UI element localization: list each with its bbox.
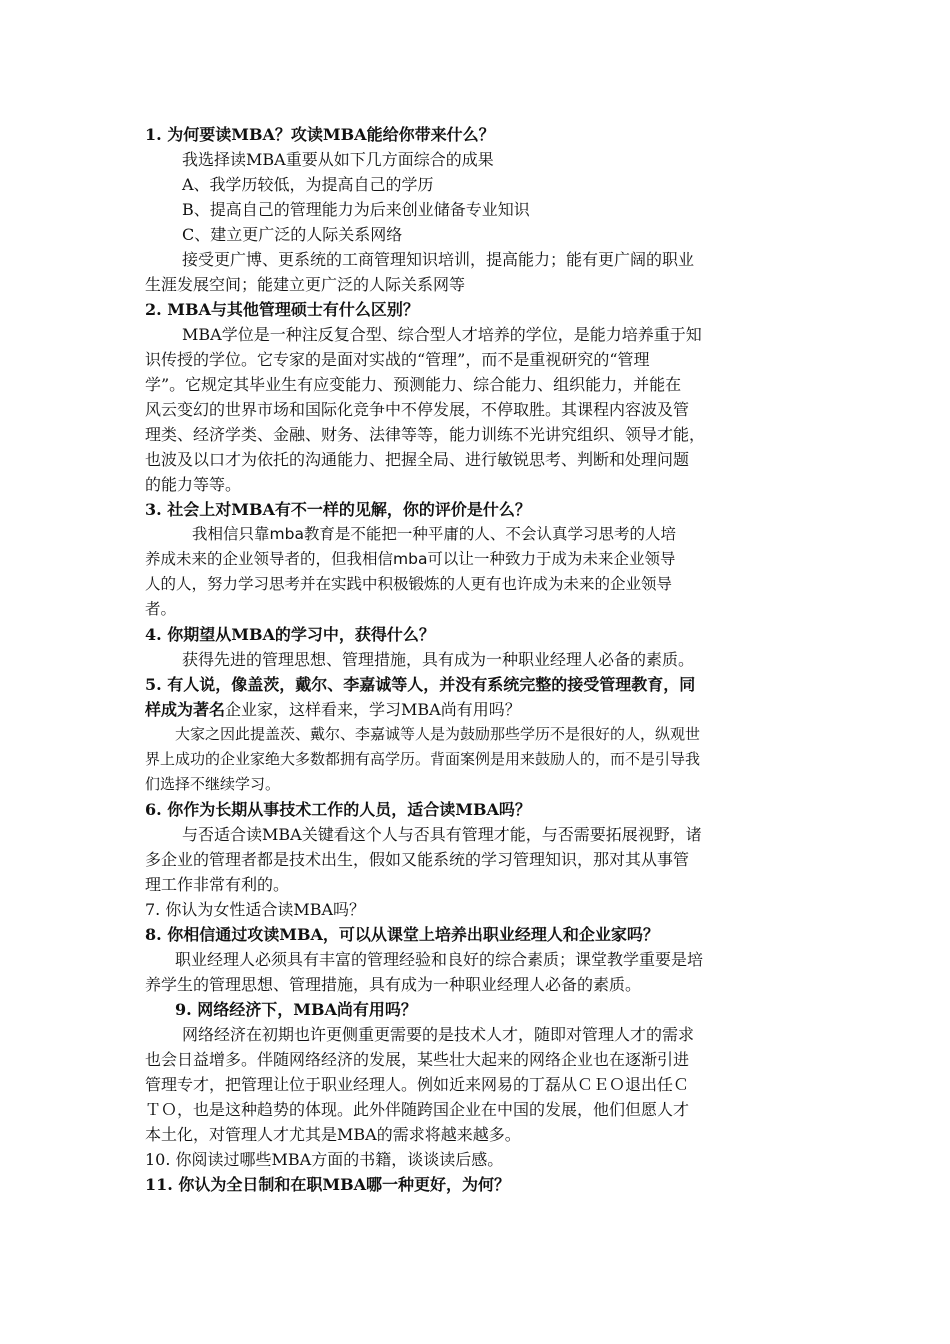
answer-2-line: 学”。它规定其毕业生有应变能力、预测能力、综合能力、组织能力，并能在 xyxy=(145,375,682,394)
answer-6-line: 多企业的管理者都是技术出生，假如又能系统的学习管理知识，那对其从事管 xyxy=(145,850,690,869)
answer-1-line: B、提高自己的管理能力为后来创业储备专业知识 xyxy=(182,200,530,219)
answer-3-line: 我相信只靠mba教育是不能把一种平庸的人、不会认真学习思考的人培 xyxy=(192,525,676,543)
answer-9-line: 网络经济在初期也许更侧重更需要的是技术人才，随即对管理人才的需求 xyxy=(182,1025,695,1044)
question-5-heading: 5. 有人说，像盖茨，戴尔、李嘉诚等人，并没有系统完整的接受管理教育，同 xyxy=(145,675,696,694)
answer-1-line: A、我学历较低，为提高自己的学历 xyxy=(182,175,434,194)
answer-9-line: 本土化，对管理人才尤其是MBA的需求将越来越多。 xyxy=(145,1125,521,1144)
question-7-heading: 7. 你认为女性适合读MBA吗？ xyxy=(145,900,366,919)
answer-2-line: 的能力等等。 xyxy=(145,475,242,494)
answer-1-line: 我选择读MBA重要从如下几方面综合的成果 xyxy=(182,150,494,169)
question-4-heading: 4. 你期望从MBA的学习中，获得什么？ xyxy=(145,625,435,644)
question-11-heading: 11. 你认为全日制和在职MBA哪一种更好，为何？ xyxy=(145,1175,511,1194)
question-5-heading-cont xyxy=(145,697,810,722)
answer-1-line: 接受更广博、更系统的工商管理知识培训，提高能力；能有更广阔的职业 xyxy=(182,250,695,269)
answer-5-line: 们选择不继续学习。 xyxy=(145,775,281,793)
answer-5-line: 大家之因此提盖茨、戴尔、李嘉诚等人是为鼓励那些学历不是很好的人，纵观世 xyxy=(175,725,701,743)
answer-2-line: MBA学位是一种注反复合型、综合型人才培养的学位，是能力培养重于知 xyxy=(182,325,702,344)
answer-8-line: 养学生的管理思想、管理措施，具有成为一种职业经理人必备的素质。 xyxy=(145,975,642,994)
answer-6-line: 与否适合读MBA关键看这个人与否具有管理才能，与否需要拓展视野，诸 xyxy=(182,825,702,844)
answer-5-line: 界上成功的企业家绝大多数都拥有高学历。背面案例是用来鼓励人的，而不是引导我 xyxy=(145,750,701,768)
answer-9-line: ＴＯ，也是这种趋势的体现。此外伴随跨国企业在中国的发展，他们但愿人才 xyxy=(145,1100,690,1119)
answer-2-line: 风云变幻的世界市场和国际化竞争中不停发展，不停取胜。其课程内容波及管 xyxy=(145,400,690,419)
answer-3-line: 者。 xyxy=(145,600,177,618)
question-1-heading: 1. 为何要读MBA？攻读MBA能给你带来什么？ xyxy=(145,125,495,144)
question-9-heading: 9. 网络经济下，MBA尚有用吗？ xyxy=(175,1000,417,1019)
answer-6-line: 理工作非常有利的。 xyxy=(145,875,290,894)
question-2-heading: 2. MBA与其他管理硕士有什么区别？ xyxy=(145,300,419,319)
document-body xyxy=(145,122,810,1197)
answer-2-line: 识传授的学位。它专家的是面对实战的“管理”，而不是重视研究的“管理 xyxy=(145,350,650,369)
answer-1-line: 生涯发展空间；能建立更广泛的人际关系网等 xyxy=(145,275,466,294)
question-5-bold-fragment: 样成为著名 xyxy=(145,700,226,719)
answer-3-line: 养成未来的企业领导者的，但我相信mba可以让一种致力于成为未来企业领导 xyxy=(145,550,676,568)
answer-3-line: 人的人，努力学习思考并在实践中积极锻炼的人更有也许成为未来的企业领导 xyxy=(145,575,673,593)
question-8-heading: 8. 你相信通过攻读MBA，可以从课堂上培养出职业经理人和企业家吗？ xyxy=(145,925,659,944)
answer-9-line: 也会日益增多。伴随网络经济的发展，某些壮大起来的网络企业也在逐渐引进 xyxy=(145,1050,690,1069)
question-5-normal-fragment: 企业家，这样看来，学习MBA尚有用吗？ xyxy=(225,700,521,719)
answer-9-line: 管理专才，把管理让位于职业经理人。例如近来网易的丁磊从ＣＥＯ退出任Ｃ xyxy=(145,1075,690,1094)
answer-2-line: 也波及以口才为依托的沟通能力、把握全局、进行敏锐思考、判断和处理问题 xyxy=(145,450,690,469)
answer-1-line: C、建立更广泛的人际关系网络 xyxy=(182,225,403,244)
question-3-heading: 3. 社会上对MBA有不一样的见解，你的评价是什么？ xyxy=(145,500,531,519)
answer-8-line: 职业经理人必须具有丰富的管理经验和良好的综合素质；课堂教学重要是培 xyxy=(175,950,704,969)
question-6-heading: 6. 你作为长期从事技术工作的人员，适合读MBA吗？ xyxy=(145,800,531,819)
answer-2-line: 理类、经济学类、金融、财务、法律等等，能力训练不光讲究组织、领导才能， xyxy=(145,425,706,444)
answer-4-line: 获得先进的管理思想、管理措施，具有成为一种职业经理人必备的素质。 xyxy=(182,650,695,669)
question-10-heading: 10. 你阅读过哪些MBA方面的书籍，谈谈读后感。 xyxy=(145,1150,504,1169)
